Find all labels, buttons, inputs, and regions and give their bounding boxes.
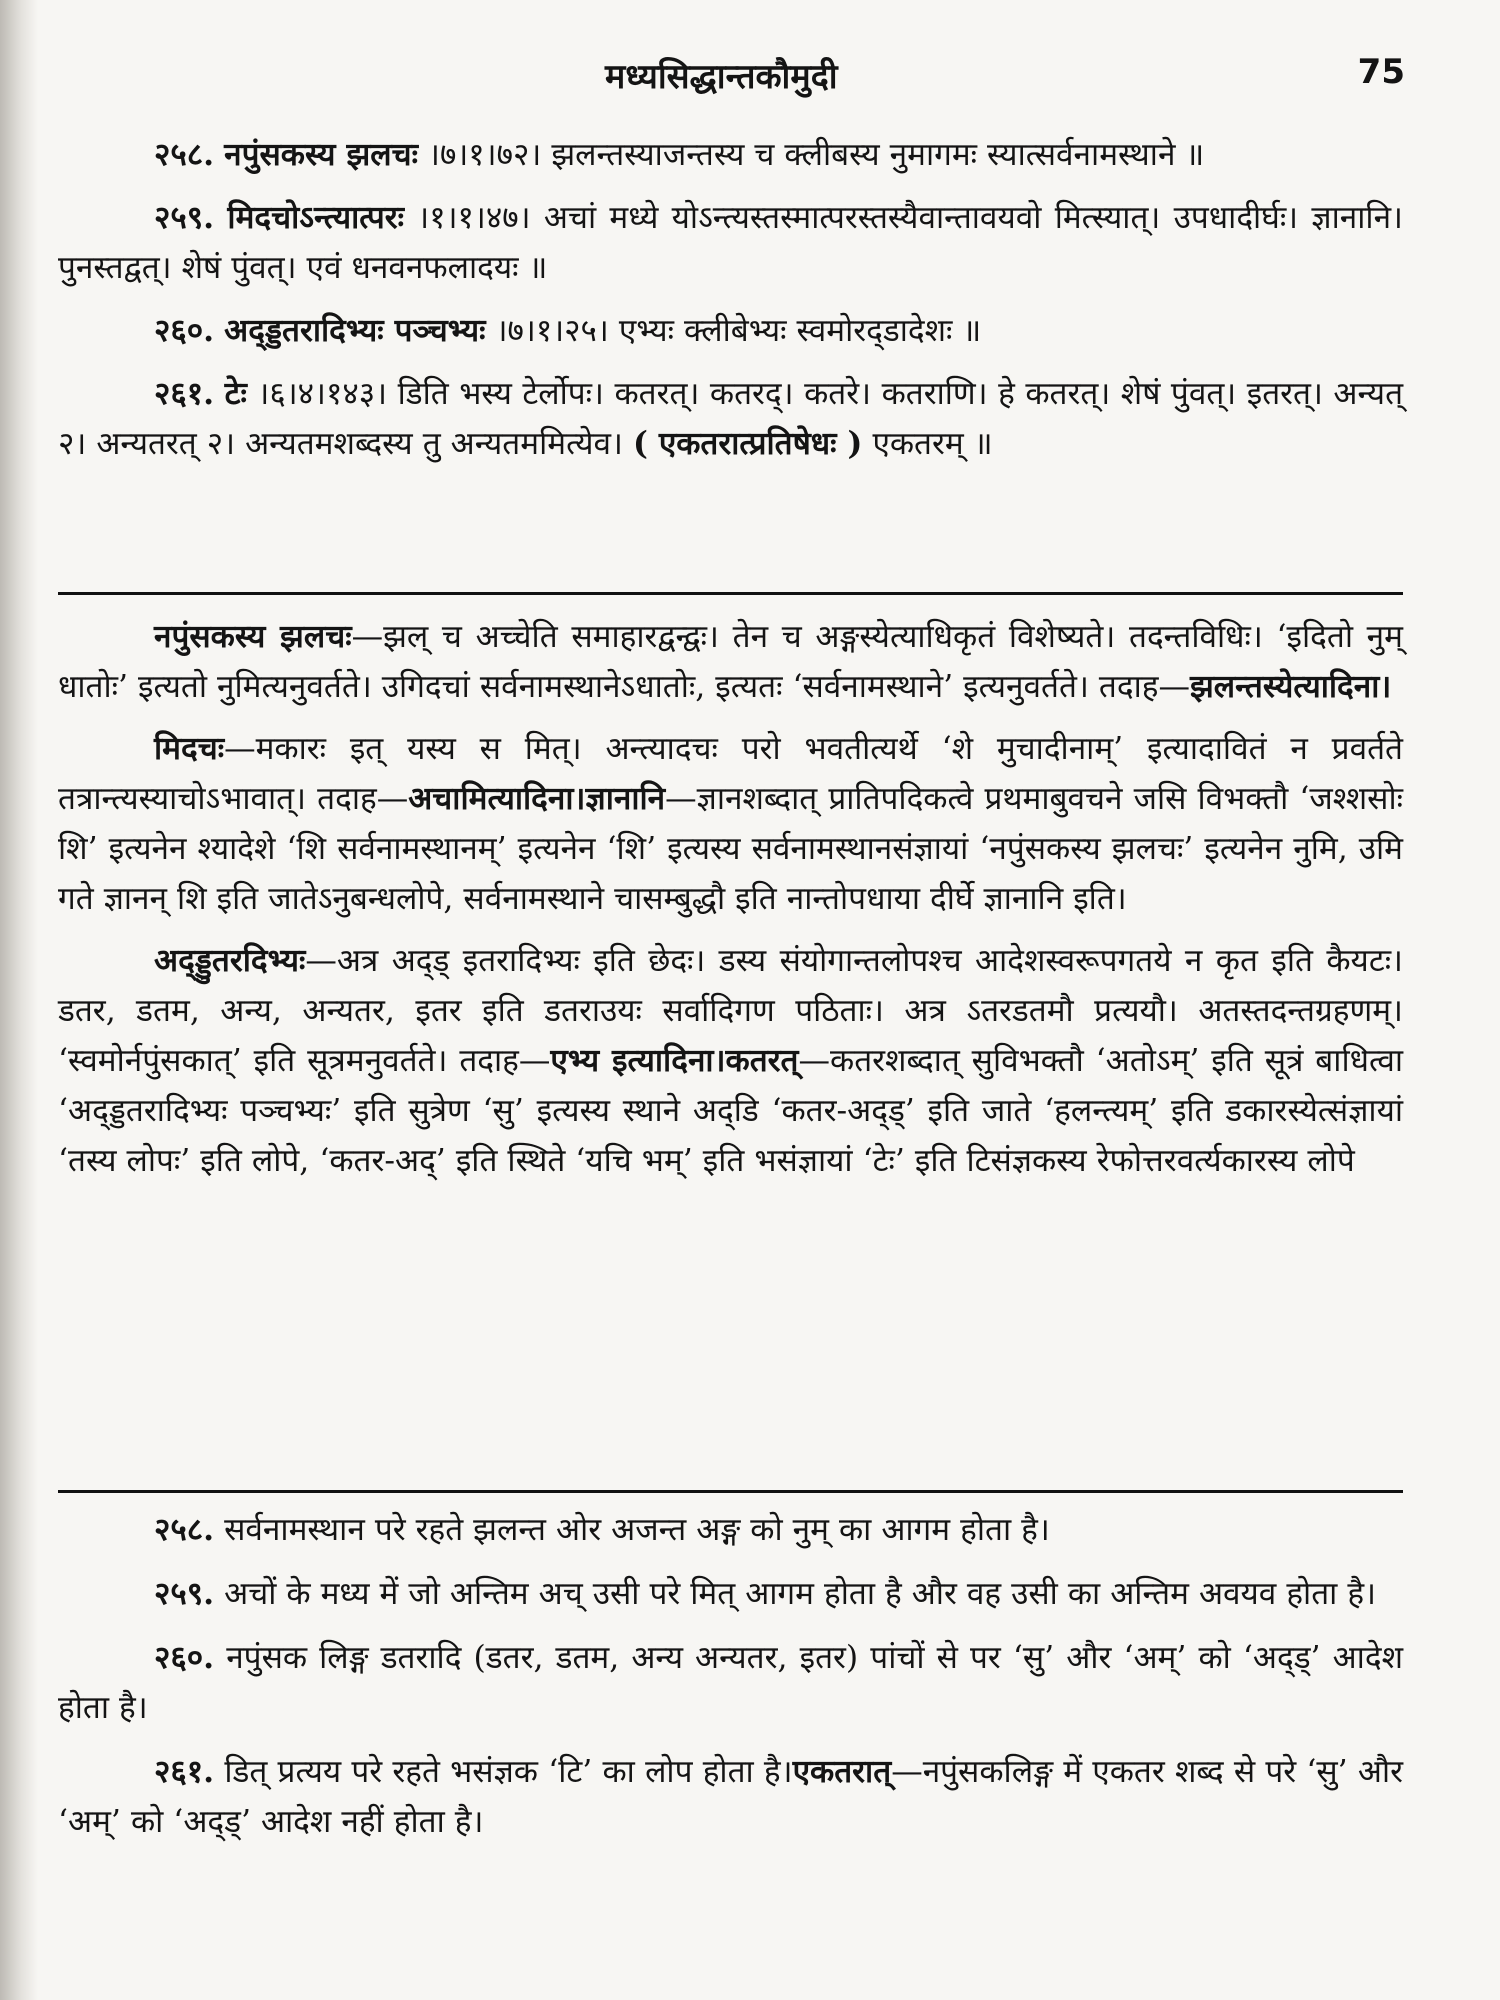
hindi-261 — [58, 1747, 1403, 1847]
commentary-text: —मकारः इत् यस्य स मित्। अन्त्यादचः परो भवतीत्यर्थे ‘शे मुचादीनाम्’ इत्यादावितं न प्रवर्तते तत्रान्त्यस्याचोऽभावात्। तदाह— — [58, 731, 1403, 817]
vartika-example: एकतरम् ॥ — [872, 426, 993, 462]
sutra-number: २६१. — [154, 375, 215, 412]
sutra-reference: ।७।१।२५। — [495, 313, 609, 349]
commentary-text: —अत्र अद्ड् इतरादिभ्यः इति छेदः। डस्य संयोगान्तलोपश्च आदेशस्वरूपगतये न कृत इति कैयटः। डतर, डतम, अन्य, अन्यतर, इतर इति डतराउयः सर्वादिगण पठिताः। अत्र ऽतरडतमौ प्रत्ययौ। अतस्तदन्तग्रहणम्। ‘स्वमोर्नपुंसकात्’ इति सूत्रमनुवर्तते। तदाह— — [58, 943, 1403, 1079]
commentary-head: नपुंसकस्य झलचः — [154, 618, 352, 655]
sutra-number: २५९. — [154, 1575, 215, 1612]
sutra-number: २५८. — [154, 1511, 215, 1548]
commentary-addtaradibhyah — [58, 936, 1403, 1186]
sutra-text: एभ्यः क्लीबेभ्यः स्वमोरद्डादेशः ॥ — [618, 313, 982, 349]
commentary-emphasis: एभ्य इत्यादिना। — [550, 1042, 726, 1079]
commentary-subhead: ज्ञानानि — [585, 780, 666, 817]
commentary-emphasis: झलन्तस्येत्यादिना। — [1189, 668, 1392, 705]
sutra-260 — [58, 306, 1403, 356]
hindi-258 — [58, 1505, 1403, 1555]
section-divider — [58, 592, 1403, 595]
hindi-259 — [58, 1569, 1403, 1619]
sutra-name: अद्ड्डतरादिभ्यः पञ्चभ्यः — [224, 312, 486, 349]
page-number: 75 — [1357, 52, 1405, 92]
commentary-text: —ज्ञानशब्दात् प्रातिपदिकत्वे प्रथमाबुवचने जसि विभक्तौ ‘जश्शसोः शि’ इत्यनेन श्यादेशे ‘शि सर्वनामस्थानम्’ इत्यनेन ‘शि’ इत्यस्य सर्वनामस्थानसंज्ञायां ‘नपुंसकस्य झलचः’ इत्यनेन नुमि, उमि गते ज्ञानन् शि इति जातेऽनुबन्धलोपे, सर्वनामस्थाने चासम्बुद्धौ इति नान्तोपधाया दीर्घे ज्ञानानि इति। — [58, 781, 1403, 917]
sutra-name: टेः — [224, 375, 247, 412]
sutra-number: २६०. — [154, 312, 215, 349]
commentary-section — [58, 612, 1403, 1198]
commentary-midachah — [58, 724, 1403, 924]
commentary-emphasis: अचामित्यादिना। — [408, 780, 586, 817]
commentary-text: —कतरशब्दात् सुविभक्तौ ‘अतोऽम्’ इति सूत्रं बाधित्वा ‘अद्ड्डतरादिभ्यः पञ्चभ्यः’ इति सुत्रेण ‘सु’ इत्यस्य स्थाने अद्डि ‘कतर-अद्ड्’ इति जाते ‘हलन्त्यम्’ इति डकारस्येत्संज्ञायां ‘तस्य लोपः’ इति लोपे, ‘कतर-अद्’ इति स्थिते ‘यचि भम्’ इति भसंज्ञायां ‘टेः’ इति टिसंज्ञकस्य रेफोत्तरवर्त्यकारस्य लोपे — [58, 1043, 1403, 1179]
sutra-261 — [58, 369, 1403, 469]
sutra-number: २५८. — [154, 136, 215, 173]
page-gutter-shadow — [0, 0, 38, 2000]
commentary-napumsakasya — [58, 612, 1403, 712]
commentary-head: मिदचः — [154, 730, 225, 767]
running-title: मध्यसिद्धान्तकौमुदी — [605, 57, 838, 97]
hindi-260 — [58, 1633, 1403, 1733]
translation-text: —नपुंसकलिङ्ग में एकतर शब्द से परे ‘सु’ और ‘अम्’ को ‘अद्ड्’ आदेश नहीं होता है। — [58, 1754, 1404, 1840]
commentary-subhead: कतरत् — [725, 1042, 799, 1079]
commentary-text: —झल् च अच्चेति समाहारद्वन्द्वः। तेन च अङ्गस्येत्याधिकृतं विशेष्यते। तदन्तविधिः। ‘इदितो नुम् धातोः’ इत्यतो नुमित्यनुवर्तते। उगिदचां सर्वनामस्थानेऽधातोः, इत्यतः ‘सर्वनामस्थाने’ इत्यनुवर्तते। तदाह— — [58, 619, 1404, 705]
sutra-number: २५९. — [154, 199, 215, 236]
translation-text: नपुंसक लिङ्ग डतरादि (डतर, डतम, अन्य अन्यतर, इतर) पांचों से पर ‘सु’ और ‘अम्’ को ‘अद्ड्’ आदेश होता है। — [58, 1640, 1403, 1726]
translation-text: अचों के मध्य में जो अन्तिम अच् उसी परे मित् आगम होता है और वह उसी का अन्तिम अवयव होता है। — [224, 1576, 1377, 1612]
hindi-translation-section — [58, 1505, 1403, 1861]
sutra-reference: ।१।१।४७। — [417, 200, 531, 236]
sutra-reference: ।६।४।१४३। — [257, 376, 388, 412]
page-header — [60, 52, 1405, 102]
sutra-258 — [58, 130, 1403, 180]
sutra-reference: ।७।१।७२। — [428, 137, 542, 173]
translation-text: सर्वनामस्थान परे रहते झलन्त ओर अजन्त अङ्ग को नुम् का आगम होता है। — [224, 1512, 1050, 1548]
vartika-head: एकतरात् — [792, 1753, 892, 1790]
vartika: ( एकतरात्प्रतिषेधः ) — [632, 425, 863, 462]
sutra-text: झलन्तस्याजन्तस्य च क्लीबस्य नुमागमः स्यात्सर्वनामस्थाने ॥ — [551, 137, 1205, 173]
commentary-head: अद्ड्डुतरदिभ्यः — [154, 942, 306, 979]
sutra-259 — [58, 193, 1403, 293]
sutra-number: २६०. — [154, 1639, 215, 1676]
sutra-text: डिति भस्य टेर्लोपः। कतरत्। कतरद्। कतरे। कतराणि। हे कतरत्। शेषं पुंवत्। इतरत्। अन्यत् २। अन्यतरत् २। अन्यतमशब्दस्य तु अन्यतममित्येव। — [58, 376, 1404, 462]
translation-text: डित् प्रत्यय परे रहते भसंज्ञक ‘टि’ का लोप होता है। — [224, 1754, 793, 1790]
sutra-name: मिदचोऽन्त्यात्परः — [227, 199, 404, 236]
sutra-text: अचां मध्ये योऽन्त्यस्तस्मात्परस्तस्यैवान्तावयवो मित्स्यात्। उपधादीर्घः। ज्ञानानि। पुनस्तद्वत्। शेषं पुंवत्। एवं धनवनफलादयः ॥ — [58, 200, 1403, 286]
sutra-section — [58, 130, 1403, 482]
sutra-name: नपुंसकस्य झलचः — [224, 136, 419, 173]
section-divider — [58, 1490, 1403, 1493]
sutra-number: २६१. — [154, 1753, 215, 1790]
